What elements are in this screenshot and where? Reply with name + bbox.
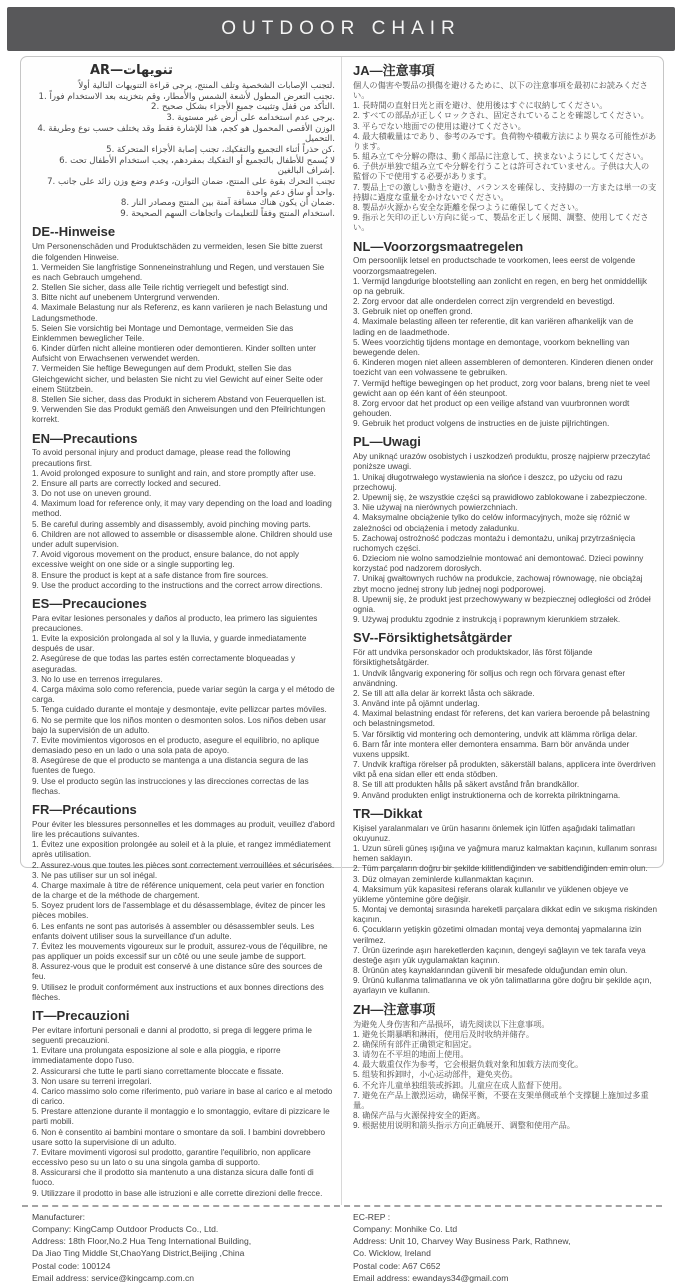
precaution-item: 9. Verwenden Sie das Produkt gemäß den Anweisungen und den Pfeilrichtungen korrekt.	[32, 405, 326, 425]
precaution-item: 2. Assurez-vous que toutes les pièces sont correctement verrouillées et sécurisées.	[32, 860, 335, 870]
precaution-item: 8. Assurez-vous que le produit est conservé à une distance sûre des sources de feu.	[32, 962, 323, 982]
precaution-item: 4. Maximale belasting alleen ter referentie, dit kan variëren afhankelijk van de lading en de laadmethode.	[353, 317, 634, 337]
precaution-item: 1. Évitez une exposition prolongée au soleil et à la pluie, et rangez immédiatement après utilisation.	[32, 840, 331, 860]
ec-rep-block	[342, 1211, 663, 1283]
address-line: Address: 18th Floor,No.2 Hua Teng International Building,	[32, 1236, 252, 1247]
precaution-item: 5. Be careful during assembly and disassembly, avoid pinching moving parts.	[32, 519, 311, 529]
section-title-de: DE--Hinweise	[32, 224, 116, 240]
precaution-item: 6. Children are not allowed to assemble or disassemble alone. Children should use under adult supervision.	[32, 529, 333, 549]
precaution-item: 5. 組み立てや分解の際は、動く部品に注意して、挟まないようにしてください。	[353, 152, 649, 162]
address-line: Company: Monhike Co. Ltd	[353, 1223, 458, 1234]
precaution-item: 3. Nie używaj na nierównych powierzchniach.	[353, 503, 518, 513]
address-line: Email address: ewandays34@gmail.com	[353, 1272, 509, 1283]
precaution-item: 1. 長時間の直射日光と雨を避け、使用後はすぐに収納してください。	[353, 101, 608, 111]
precaution-item: 7. Evitare movimenti vigorosi sul prodotto, garantire l'equilibrio, non applicare eccessivo peso su un lato o su una singola gamba di supporto.	[32, 1147, 311, 1168]
precaution-item: 5. كن حذراً أثناء التجميع والتفكيك، تجنب إصابة الأجزاء المتحركة.	[106, 144, 335, 155]
section-intro: Om persoonlijk letsel en productschade te voorkomen, lees eerst de volgende voorzorgsmaatregelen.	[353, 256, 636, 276]
section-title-nl: NL—Voorzorgsmaatregelen	[353, 238, 524, 254]
address-line: Postal code: 100124	[32, 1260, 111, 1271]
section-pl	[353, 435, 657, 625]
precaution-item: 2. Asegúrese de que todas las partes estén correctamente bloqueadas y aseguradas.	[32, 654, 296, 674]
precaution-item: 8. Ensure the product is kept at a safe distance from fire sources.	[32, 570, 269, 580]
precaution-item: 7. Undvik kraftiga rörelser på produkten, säkerställ balans, applicera inte överdriven vikt på ena sidan eller ett enda stödben.	[353, 760, 656, 780]
ec-rep-lines	[353, 1223, 663, 1284]
precaution-item: 8. Ürünün ateş kaynaklarından güvenli bir mesafede olduğundan emin olun.	[353, 966, 628, 976]
column-right	[342, 57, 663, 1205]
precaution-item: 6. Barn får inte montera eller demontera ensamma. Barn bör använda under vuxens uppsikt.	[353, 739, 630, 759]
section-items	[32, 469, 335, 591]
precaution-item: 3. Bitte nicht auf unebenem Untergrund verwenden.	[32, 293, 220, 303]
precaution-item: 6. Les enfants ne sont pas autorisés à assembler ou désassembler seuls. Les enfants doivent utiliser sous la surveillance d'un adulte.	[32, 921, 315, 941]
section-items	[353, 1030, 657, 1132]
precaution-item: 8. 确保产品与火源保持安全的距离。	[353, 1111, 485, 1121]
section-es	[32, 597, 335, 797]
precaution-item: 8. 製品が火源から安全な距離を保つように確保してください。	[353, 203, 584, 212]
section-title-ar: AR—تنويهات	[90, 63, 173, 78]
precaution-item: 8. Stellen Sie sicher, dass das Produkt in sicherem Abstand von Feuerquellen ist.	[32, 394, 327, 404]
section-title-fr: FR—Précautions	[32, 801, 137, 817]
section-title-sv: SV--Försiktighetsåtgärder	[353, 630, 512, 646]
precaution-item: 2. Assicurarsi che tutte le parti siano correttamente bloccate e fissate.	[32, 1066, 284, 1076]
section-ar	[32, 64, 335, 219]
precaution-item: 8. Upewnij się, że produkt jest przechowywany w bezpiecznej odległości od źródeł ognia.	[353, 594, 651, 614]
section-ja	[353, 64, 657, 234]
precaution-item: 6. Çocukların yetişkin gözetimi olmadan montaj veya demontaj yapmalarına izin verilmez.	[353, 925, 642, 945]
precaution-item: 2. Ensure all parts are correctly locked and secured.	[32, 478, 221, 488]
precaution-item: 6. Non è consentito ai bambini montare o smontare da soli. I bambini dovrebbero usare sotto la supervisione di un adulto.	[32, 1127, 326, 1147]
precaution-item: 1. Undvik långvarig exponering för solljus och regn och förvara genast efter användning.	[353, 668, 626, 688]
section-de	[32, 225, 335, 425]
section-tr	[353, 807, 657, 997]
precaution-item: 3. Do not use on uneven ground.	[32, 489, 152, 499]
precaution-item: 4. Maksimum yük kapasitesi referans olarak kullanılır ve yüklenen objeye ve yükleme yöntemine göre değişir.	[353, 884, 629, 904]
precautions-columns	[21, 57, 663, 1205]
section-intro: Um Personenschäden und Produktschäden zu vermeiden, lesen Sie bitte zuerst die folgenden Hinweise.	[32, 242, 323, 262]
precaution-item: 3. Ne pas utiliser sur un sol inégal.	[32, 870, 158, 880]
footer	[21, 1207, 663, 1283]
section-sv	[353, 631, 657, 801]
precaution-item: 7. Avoid vigorous movement on the product, ensure balance, do not apply excessive weight on one side or a single supporting leg.	[32, 550, 300, 570]
precaution-item: 5. Prestare attenzione durante il montaggio e lo smontaggio, evitare di pizzicare le parti mobili.	[32, 1107, 330, 1127]
precaution-item: 7. Unikaj gwałtownych ruchów na produkcie, zachowaj równowagę, nie obciążaj zbyt mocno jednej strony lub jednej nogi podporowej.	[353, 574, 643, 594]
precaution-item: 7. Ürün üzerinde aşırı hareketlerden kaçının, dengeyi sağlayın ve tek tarafa veya desteğe aşırı yük uygulamaktan kaçının.	[353, 945, 646, 965]
precaution-item: 6. Kinderen mogen niet alleen assembleren of demonteren. Kinderen dienen onder toezicht van een volwassene te gebruiken.	[353, 358, 654, 378]
precaution-item: 1. Unikaj długotrwałego wystawienia na słońce i deszcz, po użyciu od razu przechowuj.	[353, 472, 623, 492]
precaution-item: 7. 避免在产品上激烈运动，确保平衡，不要在支架单侧或单个支撑腿上施加过多重量。	[353, 1090, 649, 1110]
precaution-item: 9. Utilisez le produit conformément aux instructions et aux bonnes directions des flèches.	[32, 982, 324, 1002]
section-intro: 個人の傷害や製品の損傷を避けるために、以下の注意事項を最初にお読みください。	[353, 80, 648, 101]
precaution-item: 2. Zorg ervoor dat alle onderdelen correct zijn vergrendeld en bevestigd.	[353, 297, 615, 307]
section-items	[32, 1046, 335, 1199]
section-items	[353, 277, 657, 430]
precaution-item: 9. Używaj produktu zgodnie z instrukcją i poprawnym kierunkiem strzałek.	[353, 615, 621, 625]
precaution-item: 1. Vermijd langdurige blootstelling aan zonlicht en regen, en berg het onmiddellijk op na gebruik.	[353, 276, 648, 296]
section-items	[353, 844, 657, 997]
section-intro: لتجنب الإصابات الشخصية وتلف المنتج، يرجى قراءة التنويهات التالية أولاً.	[78, 80, 335, 91]
section-items	[32, 263, 335, 426]
precaution-item: 6. لا يُسمح للأطفال بالتجميع أو التفكيك بمفردهم، يجب استخدام الأطفال تحت إشراف البالغين.	[59, 155, 335, 177]
precaution-item: 2. Tüm parçaların doğru bir şekilde kilitlendiğinden ve sabitlendiğinden emin olun.	[353, 864, 648, 874]
section-items	[353, 101, 657, 233]
precaution-item: 6. Kinder dürfen nicht alleine montieren oder demontieren. Kinder sollten unter Aufsicht von Erwachsenen verwendet werden.	[32, 344, 317, 364]
section-intro: För att undvika personskador och produktskador, läs först följande försiktighetsåtgärder.	[353, 648, 593, 668]
precaution-item: 2. 确保所有部件正确锁定和固定。	[353, 1039, 477, 1049]
precaution-item: 1. Vermeiden Sie langfristige Sonneneinstrahlung und Regen, und verstauen Sie es nach Gebrauch umgehend.	[32, 262, 325, 282]
precaution-item: 4. Maximale Belastung nur als Referenz, es kann variieren je nach Belastung und Ladungsmethode.	[32, 303, 328, 323]
precaution-item: 9. Gebruik het product volgens de instructies en de juiste pijlrichtingen.	[353, 419, 610, 429]
precaution-item: 3. Använd inte på ojämnt underlag.	[353, 699, 480, 709]
manual-page	[0, 7, 682, 1283]
precaution-item: 9. 指示と矢印の正しい方向に従って、製品を正しく展開、調整、使用してください。	[353, 213, 649, 233]
section-intro: Per evitare infortuni personali e danni al prodotto, si prega di leggere prima le seguenti precauzioni.	[32, 1025, 312, 1046]
section-it	[32, 1009, 335, 1199]
precaution-item: 9. Ürünü kullanma talimatlarına ve ok yön talimatlarına göre doğru bir şekilde açın, ayarlayın ve kullanın.	[353, 976, 652, 996]
section-title-en: EN—Precautions	[32, 430, 138, 446]
section-items	[32, 840, 335, 1003]
section-fr	[32, 803, 335, 1003]
precaution-item: 3. يرجى عدم استخدامه على أرض غير مستوية.	[166, 112, 335, 123]
precaution-item: 3. Gebruik niet op oneffen grond.	[353, 307, 473, 317]
precaution-item: 5. Wees voorzichtig tijdens montage en demontage, voorkom beknelling van bewegende delen.	[353, 337, 630, 357]
address-line: Company: KingCamp Outdoor Products Co., Ltd.	[32, 1223, 219, 1234]
precaution-item: 5. Zachowaj ostrożność podczas montażu i demontażu, unikaj przytrzaśnięcia ruchomych części.	[353, 533, 636, 553]
section-intro: Para evitar lesiones personales y daños al producto, lea primero las siguientes precauciones.	[32, 613, 318, 633]
precaution-item: 1. تجنب التعرض المطول لأشعة الشمس والأمطار، وقم بتخزينه بعد الاستخدام فوراً.	[38, 91, 335, 102]
precaution-item: 5. Soyez prudent lors de l'assemblage et du désassemblage, évitez de pincer les pièces mobiles.	[32, 901, 326, 921]
precaution-item: 2. التأكد من قفل وتثبيت جميع الأجزاء بشكل صحيح.	[151, 102, 335, 113]
section-items	[32, 92, 335, 220]
product-title-bar	[7, 7, 675, 51]
section-title-zh: ZH—注意事项	[353, 1001, 436, 1017]
precaution-item: 1. Uzun süreli güneş ışığına ve yağmura maruz kalmaktan kaçının, kullanım sonrası hemen saklayın.	[353, 844, 657, 864]
precaution-item: 9. Använd produkten enligt instruktionerna och de korrekta pilriktningarna.	[353, 790, 621, 800]
precaution-item: 4. Maximal belastning endast för referens, det kan variera beroende på belastning och belastningsmetod.	[353, 709, 650, 729]
precaution-item: 1. Evite la exposición prolongada al sol y la lluvia, y guarde inmediatamente después de usar.	[32, 634, 307, 654]
manufacturer-lines	[32, 1223, 342, 1284]
section-zh	[353, 1003, 657, 1132]
precaution-item: 4. Maximum load for reference only, it may vary depending on the load and loading method.	[32, 499, 332, 519]
address-line: Postal code: A67 C652	[353, 1260, 441, 1271]
section-nl	[353, 240, 657, 430]
precaution-item: 9. Utilizzare il prodotto in base alle istruzioni e alle corrette direzioni delle frecce.	[32, 1188, 323, 1198]
address-line: Address: Unit 10, Charvey Way Business Park, Rathnew,	[353, 1236, 571, 1247]
precaution-item: 1. Evitare una prolungata esposizione al sole e alla pioggia, e riporre immediatamente dopo l'uso.	[32, 1046, 281, 1066]
section-en	[32, 432, 335, 591]
section-items	[32, 634, 335, 797]
precaution-item: 6. No se permite que los niños monten o desmonten solos. Los niños deben usar bajo la supervisión de un adulto.	[32, 715, 327, 735]
precaution-item: 3. Non usare su terreni irregolari.	[32, 1076, 152, 1086]
product-title: OUTDOOR CHAIR	[221, 18, 461, 39]
precaution-item: 4. الوزن الأقصى المحمول هو كجم، هذا للإشارة فقط وقد يختلف حسب نوع وطريقة التحميل.	[37, 123, 335, 145]
section-title-pl: PL—Uwagi	[353, 434, 421, 450]
section-items	[353, 473, 657, 626]
precaution-item: 5. Var försiktig vid montering och demontering, undvik att klämma rörliga delar.	[353, 729, 638, 739]
precaution-item: 4. Carga máxima solo como referencia, puede variar según la carga y el método de carga.	[32, 684, 335, 705]
manufacturer-label: Manufacturer:	[32, 1211, 86, 1222]
section-intro: Kişisel yaralanmaları ve ürün hasarını önlemek için lütfen aşağıdaki talimatları okuyunuz.	[353, 823, 636, 843]
precaution-item: 8. Asegúrese de que el producto se mantenga a una distancia segura de las fuentes de fuego.	[32, 756, 309, 776]
precaution-item: 8. Se till att produkten hålls på säkert avstånd från brandkällor.	[353, 780, 580, 790]
precaution-item: 5. Tenga cuidado durante el montaje y desmontaje, evite pellizcar partes móviles.	[32, 705, 327, 715]
section-title-tr: TR—Dikkat	[353, 805, 423, 821]
precaution-item: 5. Montaj ve demontaj sırasında hareketli parçalara dikkat edin ve sıkışma riskinden kaçının.	[353, 905, 657, 925]
precaution-item: 2. すべての部品が正しくロックされ、固定されていることを確認してください。	[353, 111, 649, 121]
precaution-item: 2. Upewnij się, że wszystkie części są prawidłowo zablokowane i zabezpieczone.	[353, 493, 647, 502]
section-title-ja: JA—注意事項	[353, 63, 435, 78]
precaution-item: 4. 最大積載量はであり、参考のみです。負荷物や積載方法により異なる可能性があります。	[353, 131, 657, 151]
address-line: Co. Wicklow, Ireland	[353, 1248, 431, 1259]
precaution-item: 6. 子供が単独で組み立てや分解を行うことは許可されていません。子供は大人の監督の下で使用する必要があります。	[353, 162, 650, 182]
section-intro: To avoid personal injury and product damage, please read the following precautions first.	[32, 448, 291, 468]
precaution-item: 9. استخدام المنتج وفقاً للتعليمات واتجاهات السهم الصحيحة.	[120, 208, 335, 219]
precaution-item: 9. Use the product according to the instructions and the correct arrow directions.	[32, 580, 323, 590]
address-line: Email address: service@kingcamp.com.cn	[32, 1272, 195, 1283]
section-intro: 为避免人身伤害和产品损坏，请先阅读以下注意事项。	[353, 1019, 550, 1029]
section-title-es: ES—Precauciones	[32, 595, 147, 611]
precaution-item: 3. No lo use en terrenos irregulares.	[32, 674, 163, 684]
precaution-item: 5. Seien Sie vorsichtig bei Montage und Demontage, vermeiden Sie das Einklemmen beweglicher Teile.	[32, 323, 294, 343]
precaution-item: 7. 製品上での激しい動きを避け、バランスを確保し、支持脚の一方または単一の支持脚に過度な重量をかけないでください。	[353, 182, 657, 202]
address-line: Da Jiao Ting Middle St,ChaoYang District,Beijing ,China	[32, 1248, 245, 1259]
precaution-item: 7. تجنب التحرك بقوة على المنتج، ضمان التوازن، وعدم وضع وزن زائد على جانب واحد أو ساق دعم واحدة.	[47, 176, 335, 198]
precaution-item: 6. 不允许儿童单独组装或拆卸。儿童应在成人监督下使用。	[353, 1080, 567, 1090]
precaution-item: 9. 根据使用说明和箭头指示方向正确展开、调整和使用产品。	[353, 1121, 575, 1131]
precaution-item: 1. 避免长期暴晒和淋雨，使用后及时收纳并储存。	[353, 1029, 535, 1039]
precaution-item: 8. ضمان أن يكون هناك مسافة آمنة بين المنتج ومصادر النار.	[120, 198, 335, 209]
precaution-item: 3. 平らでない地面での使用は避けてください。	[353, 121, 526, 131]
precaution-item: 5. 组装和拆卸时，小心运动部件，避免夹伤。	[353, 1070, 518, 1080]
precautions-frame	[20, 56, 664, 1283]
precaution-item: 3. 请勿在不平坦的地面上使用。	[353, 1050, 469, 1060]
precaution-item: 4. Charge maximale à titre de référence uniquement, cela peut varier en fonction de la charge et de la méthode de chargement.	[32, 880, 325, 901]
section-intro: Pour éviter les blessures personnelles et les dommages au produit, veuillez d'abord lire les précautions suivantes.	[32, 819, 335, 839]
precaution-item: 6. Dzieciom nie wolno samodzielnie montować ani demontować. Dzieci powinny korzystać pod nadzorem dorosłych.	[353, 554, 644, 574]
precaution-item: 8. Assicurarsi che il prodotto sia mantenuto a una distanza sicura dalle fonti di fuoco.	[32, 1168, 314, 1188]
section-items	[353, 669, 657, 801]
precaution-item: 4. Maksymalne obciążenie tylko do celów informacyjnych, może się różnić w zależności od obciążenia i metody załadunku.	[353, 513, 630, 533]
precaution-item: 7. Vermeiden Sie heftige Bewegungen auf dem Produkt, stellen Sie das Gleichgewicht sicher, und belasten Sie nicht zu viel Gewicht auf einer Seite oder einem Stützbein.	[32, 364, 323, 394]
ec-rep-label: EC-REP :	[353, 1211, 391, 1222]
precaution-item: 7. Évitez les mouvements vigoureux sur le produit, assurez-vous de l'équilibre, ne pas appliquer un poids excessif sur un côté ou une seule jambe de support.	[32, 941, 328, 962]
precaution-item: 4. 最大载重仅作为参考，它会根据负载对象和加载方法而变化。	[353, 1060, 584, 1070]
precaution-item: 7. Evite movimientos vigorosos en el producto, asegure el equilibrio, no aplique demasiado peso en un lado o una sola pata de apoyo.	[32, 735, 320, 756]
precaution-item: 7. Vermijd heftige bewegingen op het product, zorg voor balans, breng niet te veel gewicht aan op één kant of één steunpoot.	[353, 378, 650, 398]
column-left	[21, 57, 342, 1205]
precaution-item: 2. Se till att alla delar är korrekt låsta och säkrade.	[353, 688, 535, 698]
precaution-item: 9. Use el producto según las instrucciones y las direcciones correctas de las flechas.	[32, 776, 309, 796]
manufacturer-block	[21, 1211, 342, 1283]
precaution-item: 4. Carico massimo solo come riferimento, può variare in base al carico e al metodo di carico.	[32, 1086, 333, 1107]
section-intro: Aby uniknąć urazów osobistych i uszkodzeń produktu, proszę najpierw przeczytać poniższe uwagi.	[353, 452, 651, 472]
precaution-item: 1. Avoid prolonged exposure to sunlight and rain, and store promptly after use.	[32, 468, 316, 478]
section-title-it: IT—Precauzioni	[32, 1007, 130, 1023]
precaution-item: 3. Düz olmayan zeminlerde kullanmaktan kaçının.	[353, 874, 534, 884]
precaution-item: 8. Zorg ervoor dat het product op een veilige afstand van vuurbronnen wordt gehouden.	[353, 398, 630, 419]
precaution-item: 2. Stellen Sie sicher, dass alle Teile richtig verriegelt und befestigt sind.	[32, 283, 289, 293]
